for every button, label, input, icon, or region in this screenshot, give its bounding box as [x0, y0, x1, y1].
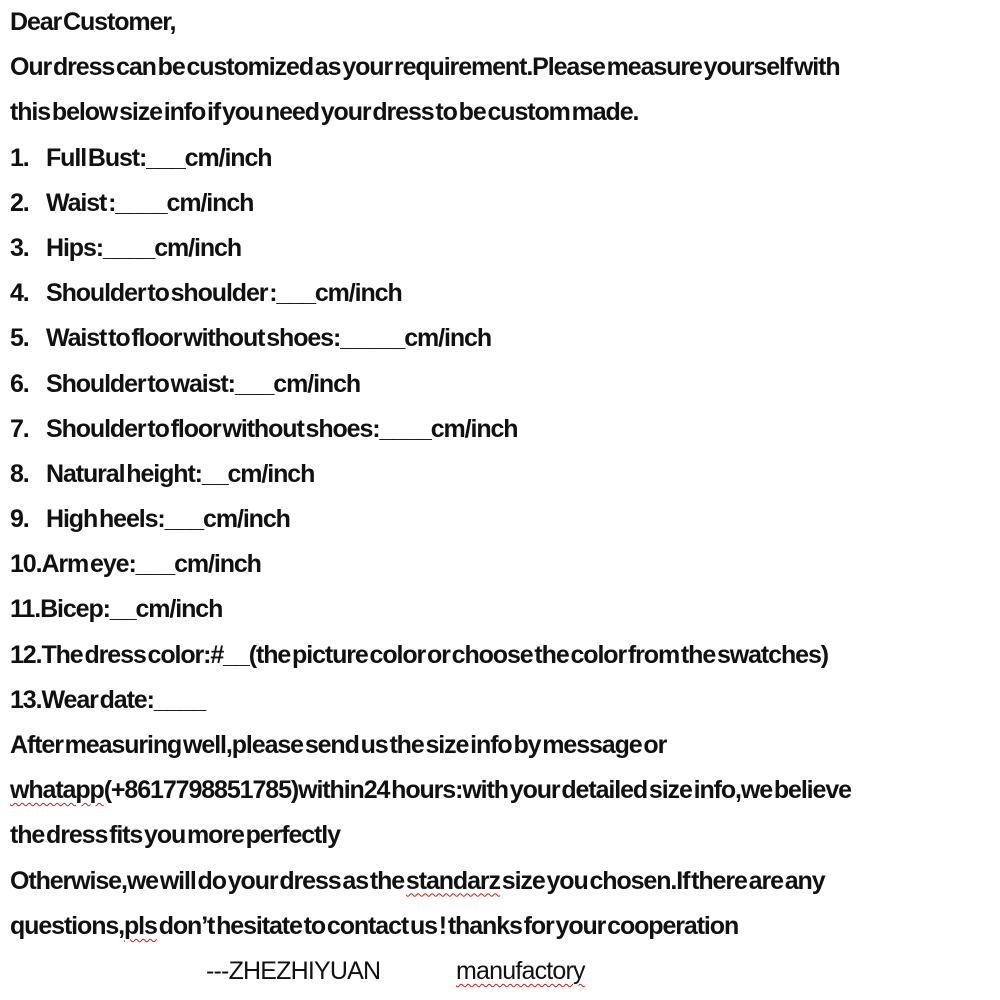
signature: [10, 949, 995, 994]
signature-word: manufactory: [456, 956, 585, 985]
signature-name: ---ZHEZHIYUAN: [206, 956, 381, 985]
closing-line-1: After measuring well,please send us the size info by message or: [10, 731, 667, 759]
list-item: 6. Shoulder to waist:___cm/inch: [10, 369, 361, 398]
list-item: 12.The dress color:#__(the picture color or choose the color from the swatches): [10, 640, 828, 669]
list-item: 2. Waist :____cm/inch: [10, 188, 254, 217]
spellcheck-word: whatapp: [10, 776, 104, 805]
list-item: 4. Shoulder to shoulder :___cm/inch: [10, 279, 402, 308]
intro-line-1: Our dress can be customized as your requirement.Please measure yourself with: [10, 53, 840, 82]
closing-line-3: the dress fits you more perfectly: [10, 821, 340, 850]
greeting: Dear Customer,: [10, 8, 176, 36]
list-item: 13.Wear date:____: [10, 685, 206, 714]
list-item: 5. Waist to floor without shoes:_____cm/inch: [10, 324, 491, 353]
list-item: 1. Full Bust:___cm/inch: [10, 143, 272, 172]
spellcheck-word: standarz: [405, 866, 500, 895]
list-item: 10.Arm eye:___cm/inch: [10, 550, 261, 579]
list-item: 7. Shoulder to floor without shoes:____cm/inch: [10, 414, 518, 443]
list-item: 3. Hips:____cm/inch: [10, 233, 241, 262]
customization-notice: [10, 0, 995, 994]
spellcheck-word: pls: [124, 911, 157, 940]
closing-line-2: whatapp(+8617798851785)within24 hours:with your detailed size info,we believe: [10, 776, 851, 805]
list-item: 11.Bicep:__cm/inch: [10, 595, 223, 624]
measurement-list: [10, 136, 995, 723]
intro-line-2: this below size info if you need your dress to be custom made.: [10, 98, 639, 127]
list-item: 8. Natural height:__cm/inch: [10, 459, 315, 488]
closing-line-4: Otherwise,we will do your dress as the standarz size you chosen.If there are any: [10, 866, 825, 895]
list-item: 9. High heels:___cm/inch: [10, 505, 290, 534]
closing-line-5: questions,pls don’t hesitate to contact us ! thanks for your cooperation: [10, 911, 739, 940]
